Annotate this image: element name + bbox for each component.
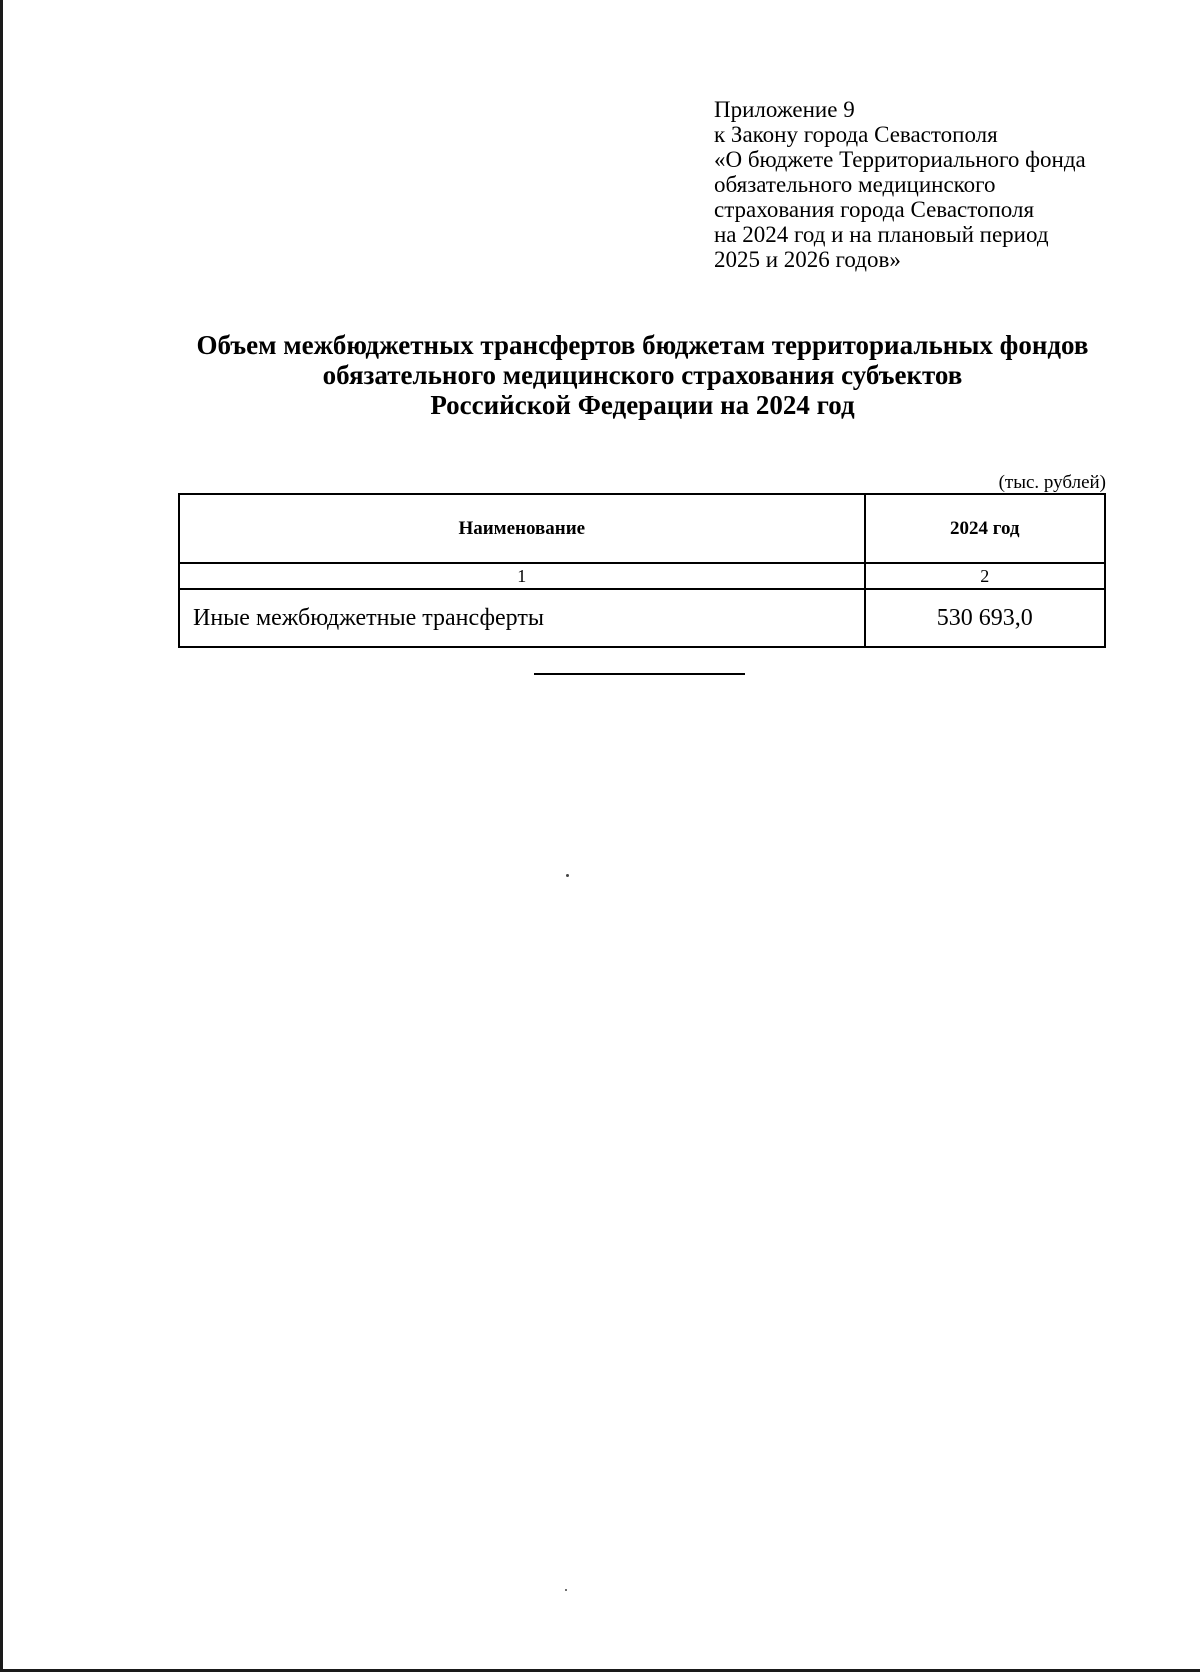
document-title — [150, 330, 1135, 420]
appendix-note — [714, 97, 1154, 272]
title-line: Объем межбюджетных трансфертов бюджетам территориальных фондов — [196, 330, 1089, 360]
appendix-line: страхования города Севастополя — [714, 197, 1035, 222]
appendix-line: на 2024 год и на плановый период — [714, 222, 1049, 247]
row-value: 530 693,0 — [865, 589, 1105, 647]
table-row — [179, 589, 1105, 647]
column-number-row — [179, 563, 1105, 589]
row-name: Иные межбюджетные трансферты — [179, 589, 865, 647]
column-number: 2 — [865, 563, 1105, 589]
title-line: обязательного медицинского страхования субъектов — [322, 360, 963, 390]
units-label: (тыс. рублей) — [998, 472, 1106, 493]
scan-speck — [565, 1589, 567, 1591]
title-line: Российской Федерации на 2024 год — [430, 390, 855, 420]
header-name: Наименование — [179, 494, 865, 563]
table-header-row — [179, 494, 1105, 563]
header-year: 2024 год — [865, 494, 1105, 563]
transfers-table — [178, 493, 1106, 648]
scan-speck — [566, 874, 569, 877]
scan-edge-left — [0, 0, 3, 1672]
appendix-line: обязательного медицинского — [714, 172, 996, 197]
appendix-line: к Закону города Севастополя — [714, 122, 998, 147]
column-number: 1 — [179, 563, 865, 589]
end-rule — [534, 673, 745, 675]
appendix-line: Приложение 9 — [714, 97, 855, 122]
appendix-line: 2025 и 2026 годов» — [714, 247, 901, 272]
appendix-line: «О бюджете Территориального фонда — [714, 147, 1086, 172]
